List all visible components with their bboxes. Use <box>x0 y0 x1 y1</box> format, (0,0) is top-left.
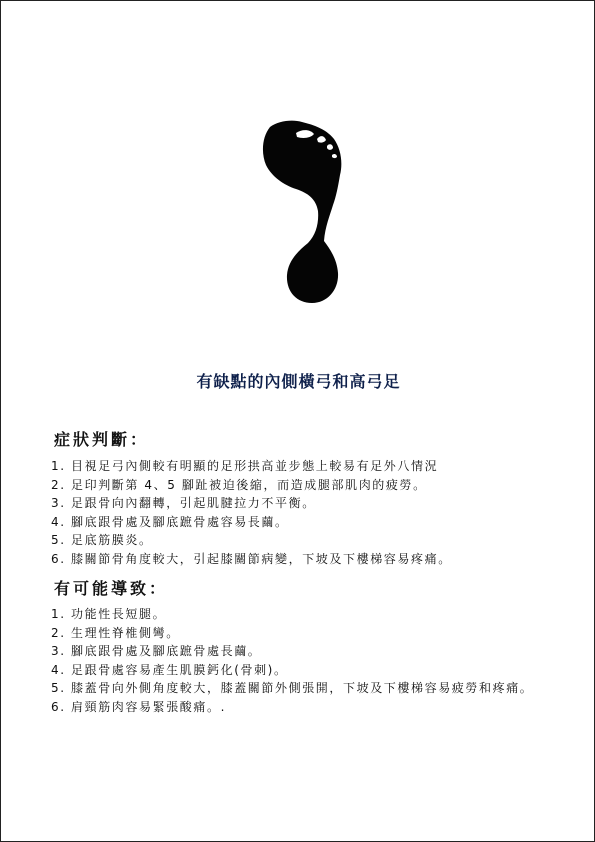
item-text: 膝蓋骨向外側角度較大，膝蓋關節外側張開，下坡及下樓梯容易疲勞和疼痛。 <box>71 681 534 695</box>
item-text: 目視足弓內側較有明顯的足形拱高並步態上較易有足外八情況 <box>71 459 439 473</box>
list-item <box>51 550 561 569</box>
symptoms-list <box>51 457 561 568</box>
item-text: 功能性長短腿。 <box>71 607 167 621</box>
item-number: 6. <box>51 551 66 566</box>
list-item <box>51 513 561 532</box>
list-item <box>51 642 561 661</box>
item-text: 腳底跟骨處及腳底蹠骨處長繭。 <box>71 644 262 658</box>
list-item <box>51 531 561 550</box>
item-number: 3. <box>51 496 66 510</box>
footprint-icon <box>256 113 356 313</box>
item-number: 5. <box>51 681 66 695</box>
item-text: 足印判斷第 4、5 腳趾被迫後縮，而造成腿部肌肉的疲勞。 <box>71 477 427 492</box>
item-text: 肩頸筋肉容易緊張酸痛。. <box>71 699 227 714</box>
item-number: 2. <box>51 477 66 492</box>
item-text: 足底筋膜炎。 <box>71 533 153 547</box>
item-number: 2. <box>51 625 66 640</box>
item-text: 生理性脊椎側彎。 <box>71 625 180 640</box>
item-text: 足跟骨向內翻轉，引起肌腱拉力不平衡。 <box>71 496 316 510</box>
page-title: 有缺點的內側橫弓和高弓足 <box>196 372 401 391</box>
list-item <box>51 679 561 698</box>
item-number: 4. <box>51 514 66 529</box>
consequences-heading: 有可能導致： <box>54 579 169 598</box>
item-number: 5. <box>51 533 66 547</box>
list-item <box>51 661 561 680</box>
list-item <box>51 494 561 513</box>
list-item <box>51 698 561 717</box>
symptoms-heading: 症狀判斷： <box>54 430 150 449</box>
item-number: 6. <box>51 699 66 714</box>
item-text: 足跟骨處容易產生肌膜鈣化(骨刺)。 <box>71 662 288 677</box>
list-item <box>51 476 561 495</box>
item-number: 4. <box>51 662 66 677</box>
item-text: 腳底跟骨處及腳底蹠骨處容易長繭。 <box>71 514 289 529</box>
item-number: 3. <box>51 644 66 658</box>
list-item <box>51 605 561 624</box>
item-number: 1. <box>51 459 66 473</box>
item-text: 膝關節骨角度較大，引起膝關節病變，下坡及下樓梯容易疼痛。 <box>71 551 452 566</box>
item-number: 1. <box>51 607 66 621</box>
list-item <box>51 457 561 476</box>
consequences-list <box>51 605 561 716</box>
list-item <box>51 624 561 643</box>
